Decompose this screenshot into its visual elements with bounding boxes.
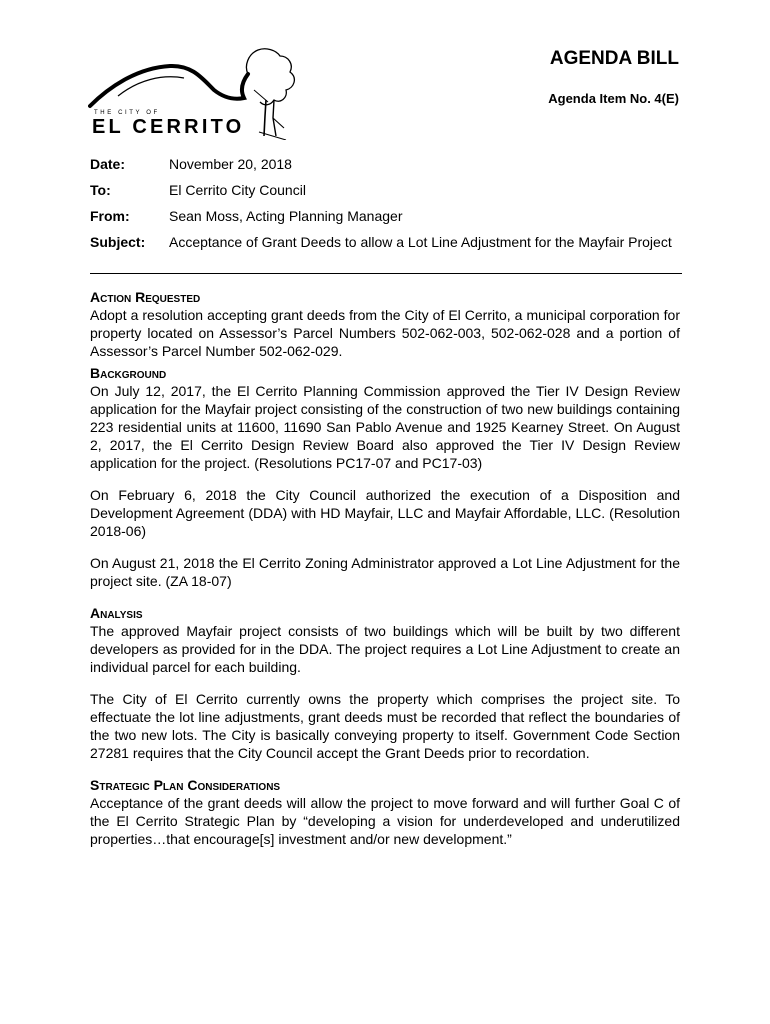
document-title: AGENDA BILL <box>549 48 679 69</box>
meta-label: To: <box>90 182 111 198</box>
agenda-item-number: Agenda Item No. 4(E) <box>548 91 679 106</box>
meta-label: Date: <box>90 156 126 172</box>
meta-value: Sean Moss, Acting Planning Manager <box>169 208 403 224</box>
meta-value: Acceptance of Grant Deeds to allow a Lot Line Adjustment for the Mayfair Project <box>169 234 672 250</box>
paragraph: On August 21, 2018 the El Cerrito Zoning Administrator approved a Lot Line Adjustment for the project site. (ZA 18-07) <box>90 555 680 589</box>
paragraph: The City of El Cerrito currently owns the property which comprises the project site. To effectuate the lot line adjustments, grant deeds must be recorded that reflect the boundaries of the two new lots. The City is basically conveying property to itself. Government Code Section 27281 requires that the City Council accept the Grant Deeds prior to recordation. <box>90 691 680 761</box>
paragraph: On February 6, 2018 the City Council authorized the execution of a Disposition and Development Agreement (DDA) with HD Mayfair, LLC and Mayfair Affordable, LLC. (Resolution 2018-06) <box>90 487 680 539</box>
paragraph: Adopt a resolution accepting grant deeds from the City of El Cerrito, a municipal corporation for property located on Assessor’s Parcel Numbers 502-062-003, 502-062-028 and a portion of Assessor’s Parcel Number 502-062-029. <box>90 307 680 359</box>
meta-value: El Cerrito City Council <box>169 182 306 198</box>
section-heading-strategic-plan: Strategic Plan Considerations <box>90 777 281 793</box>
logo-small-text: THE CITY OF <box>94 110 160 116</box>
paragraph: The approved Mayfair project consists of two buildings which will be built by two different developers as provided for in the DDA. The project requires a Lot Line Adjustment to create an individual parcel for each building. <box>90 623 680 675</box>
section-heading-action-requested: Action Requested <box>90 289 201 305</box>
el-cerrito-logo <box>88 44 308 140</box>
section-heading-analysis: Analysis <box>90 605 143 621</box>
section-heading-background: Background <box>90 365 167 381</box>
meta-label: From: <box>90 208 130 224</box>
paragraph: On July 12, 2017, the El Cerrito Planning Commission approved the Tier IV Design Review application for the Mayfair project consisting of the construction of two new buildings containing 223 residential units at 11600, 11690 San Pablo Avenue and 1925 Kearney Street. On August 2, 2017, the El Cerrito Design Review Board also approved the Tier IV Design Review application for the project. (Resolutions PC17-07 and PC17-03) <box>90 383 680 471</box>
header-divider <box>90 273 682 274</box>
meta-value: November 20, 2018 <box>169 156 292 172</box>
paragraph: Acceptance of the grant deeds will allow the project to move forward and will further Goal C of the El Cerrito Strategic Plan by “developing a vision for underdeveloped and underutilized properties…that encourage[s] investment and/or new development.” <box>90 795 680 847</box>
meta-label: Subject: <box>90 234 146 250</box>
document-body <box>90 288 680 848</box>
logo-big-text: EL CERRITO <box>92 116 245 138</box>
